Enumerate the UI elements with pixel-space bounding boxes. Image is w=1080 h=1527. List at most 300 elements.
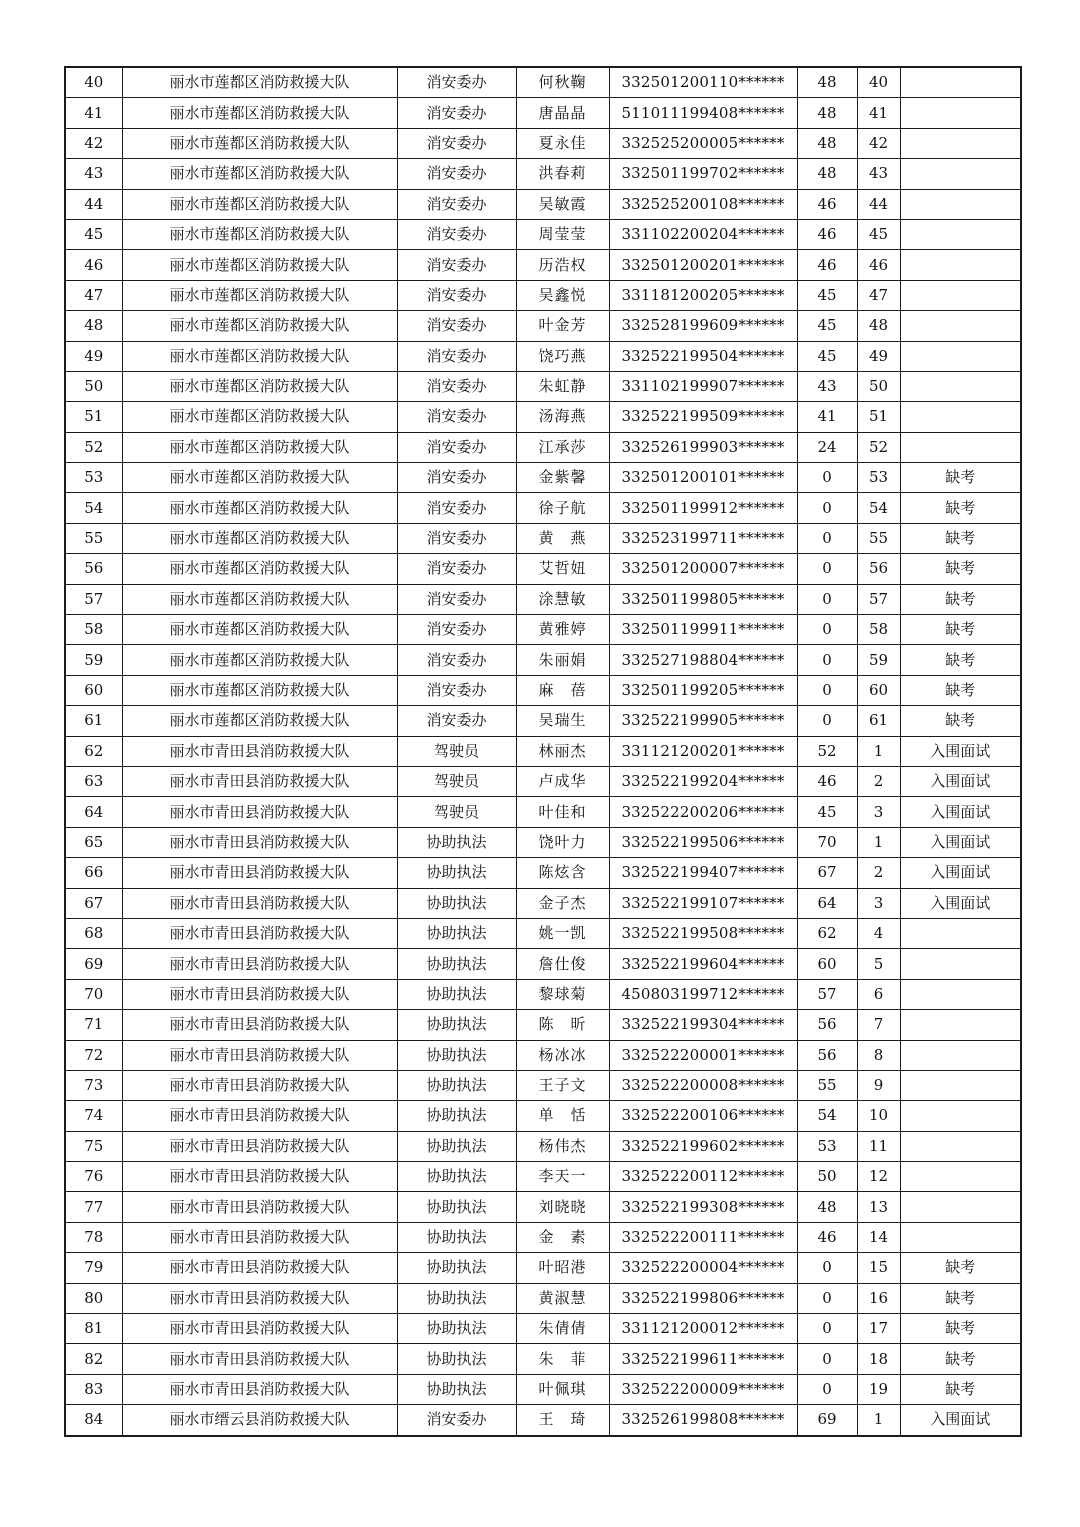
cell-score: 46 (797, 1222, 857, 1252)
cell-score: 48 (797, 67, 857, 98)
cell-unit: 丽水市青田县消防救援大队 (122, 888, 397, 918)
cell-score: 0 (797, 523, 857, 553)
cell-id-number: 332522199509****** (609, 402, 797, 432)
cell-post: 消安委办 (397, 67, 516, 98)
cell-unit: 丽水市莲都区消防救援大队 (122, 463, 397, 493)
cell-rank: 50 (857, 371, 900, 401)
cell-score: 57 (797, 979, 857, 1009)
cell-post: 协助执法 (397, 918, 516, 948)
cell-id-number: 331102200204****** (609, 219, 797, 249)
cell-rank: 10 (857, 1101, 900, 1131)
cell-name: 金 素 (516, 1222, 609, 1252)
cell-id-number: 332522199308****** (609, 1192, 797, 1222)
cell-id-number: 332527198804****** (609, 645, 797, 675)
table-row (65, 1070, 1021, 1100)
cell-name: 陈炫含 (516, 858, 609, 888)
cell-unit: 丽水市青田县消防救援大队 (122, 1222, 397, 1252)
table-row (65, 615, 1021, 645)
cell-post: 消安委办 (397, 1405, 516, 1436)
cell-number: 81 (65, 1314, 122, 1344)
cell-post: 协助执法 (397, 1040, 516, 1070)
cell-remark: 缺考 (900, 1253, 1021, 1283)
cell-post: 协助执法 (397, 888, 516, 918)
cell-score: 50 (797, 1162, 857, 1192)
table-row (65, 645, 1021, 675)
cell-rank: 57 (857, 584, 900, 614)
cell-post: 协助执法 (397, 1070, 516, 1100)
table-row (65, 888, 1021, 918)
cell-rank: 53 (857, 463, 900, 493)
cell-id-number: 332501200201****** (609, 250, 797, 280)
cell-name: 王 琦 (516, 1405, 609, 1436)
cell-remark (900, 1010, 1021, 1040)
cell-number: 43 (65, 159, 122, 189)
cell-rank: 3 (857, 888, 900, 918)
cell-name: 黄雅婷 (516, 615, 609, 645)
cell-unit: 丽水市青田县消防救援大队 (122, 1070, 397, 1100)
cell-rank: 5 (857, 949, 900, 979)
cell-remark (900, 128, 1021, 158)
cell-unit: 丽水市莲都区消防救援大队 (122, 493, 397, 523)
cell-remark: 入围面试 (900, 1405, 1021, 1436)
cell-name: 汤海燕 (516, 402, 609, 432)
cell-id-number: 332501199205****** (609, 675, 797, 705)
cell-score: 0 (797, 706, 857, 736)
cell-id-number: 331121200201****** (609, 736, 797, 766)
cell-name: 叶昭港 (516, 1253, 609, 1283)
cell-remark (900, 979, 1021, 1009)
cell-name: 朱丽娟 (516, 645, 609, 675)
cell-remark (900, 1162, 1021, 1192)
cell-rank: 51 (857, 402, 900, 432)
cell-remark: 缺考 (900, 554, 1021, 584)
cell-post: 消安委办 (397, 493, 516, 523)
cell-rank: 44 (857, 189, 900, 219)
cell-unit: 丽水市莲都区消防救援大队 (122, 98, 397, 128)
table-row (65, 250, 1021, 280)
cell-name: 涂慧敏 (516, 584, 609, 614)
cell-remark: 缺考 (900, 706, 1021, 736)
cell-remark: 入围面试 (900, 736, 1021, 766)
cell-id-number: 332522200111****** (609, 1222, 797, 1252)
table-row (65, 280, 1021, 310)
cell-post: 协助执法 (397, 979, 516, 1009)
cell-id-number: 332501199702****** (609, 159, 797, 189)
cell-score: 52 (797, 736, 857, 766)
table-row (65, 463, 1021, 493)
cell-id-number: 332522199407****** (609, 858, 797, 888)
cell-score: 45 (797, 311, 857, 341)
cell-number: 61 (65, 706, 122, 736)
cell-post: 消安委办 (397, 645, 516, 675)
cell-unit: 丽水市莲都区消防救援大队 (122, 311, 397, 341)
cell-number: 57 (65, 584, 122, 614)
cell-post: 消安委办 (397, 219, 516, 249)
cell-remark (900, 219, 1021, 249)
cell-unit: 丽水市莲都区消防救援大队 (122, 128, 397, 158)
cell-number: 60 (65, 675, 122, 705)
cell-name: 金子杰 (516, 888, 609, 918)
cell-id-number: 332525200108****** (609, 189, 797, 219)
table-row (65, 1162, 1021, 1192)
cell-post: 消安委办 (397, 584, 516, 614)
cell-unit: 丽水市青田县消防救援大队 (122, 766, 397, 796)
cell-id-number: 332526199903****** (609, 432, 797, 462)
cell-id-number: 332501200007****** (609, 554, 797, 584)
cell-score: 0 (797, 1253, 857, 1283)
table-row (65, 1283, 1021, 1313)
cell-remark (900, 1040, 1021, 1070)
table-row (65, 918, 1021, 948)
cell-remark: 入围面试 (900, 827, 1021, 857)
table-row (65, 402, 1021, 432)
cell-post: 协助执法 (397, 1131, 516, 1161)
cell-remark (900, 1101, 1021, 1131)
cell-rank: 61 (857, 706, 900, 736)
cell-name: 麻 蓓 (516, 675, 609, 705)
cell-unit: 丽水市莲都区消防救援大队 (122, 402, 397, 432)
cell-number: 80 (65, 1283, 122, 1313)
cell-rank: 58 (857, 615, 900, 645)
cell-score: 0 (797, 1283, 857, 1313)
cell-number: 75 (65, 1131, 122, 1161)
cell-score: 54 (797, 1101, 857, 1131)
table-row (65, 554, 1021, 584)
table-row (65, 1344, 1021, 1374)
table-row (65, 432, 1021, 462)
cell-unit: 丽水市莲都区消防救援大队 (122, 645, 397, 675)
cell-name: 饶巧燕 (516, 341, 609, 371)
cell-rank: 18 (857, 1344, 900, 1374)
cell-remark: 入围面试 (900, 888, 1021, 918)
cell-score: 41 (797, 402, 857, 432)
table-row (65, 706, 1021, 736)
cell-rank: 47 (857, 280, 900, 310)
cell-name: 杨冰冰 (516, 1040, 609, 1070)
cell-score: 43 (797, 371, 857, 401)
cell-id-number: 332522200008****** (609, 1070, 797, 1100)
results-table (64, 66, 1022, 1437)
table-row (65, 1314, 1021, 1344)
table-row (65, 371, 1021, 401)
cell-unit: 丽水市青田县消防救援大队 (122, 1344, 397, 1374)
cell-number: 69 (65, 949, 122, 979)
cell-score: 0 (797, 615, 857, 645)
cell-post: 消安委办 (397, 523, 516, 553)
cell-rank: 9 (857, 1070, 900, 1100)
cell-post: 协助执法 (397, 1101, 516, 1131)
cell-name: 何秋鞠 (516, 67, 609, 98)
cell-name: 夏永佳 (516, 128, 609, 158)
cell-number: 53 (65, 463, 122, 493)
cell-rank: 8 (857, 1040, 900, 1070)
cell-rank: 2 (857, 766, 900, 796)
cell-remark (900, 949, 1021, 979)
cell-number: 70 (65, 979, 122, 1009)
cell-name: 叶佩琪 (516, 1374, 609, 1404)
cell-id-number: 450803199712****** (609, 979, 797, 1009)
cell-score: 0 (797, 645, 857, 675)
cell-number: 76 (65, 1162, 122, 1192)
cell-id-number: 331181200205****** (609, 280, 797, 310)
cell-number: 71 (65, 1010, 122, 1040)
cell-remark (900, 189, 1021, 219)
cell-number: 63 (65, 766, 122, 796)
table-row (65, 1040, 1021, 1070)
cell-post: 协助执法 (397, 1253, 516, 1283)
cell-rank: 14 (857, 1222, 900, 1252)
table-row (65, 949, 1021, 979)
cell-unit: 丽水市青田县消防救援大队 (122, 1253, 397, 1283)
cell-rank: 16 (857, 1283, 900, 1313)
cell-rank: 59 (857, 645, 900, 675)
cell-score: 48 (797, 128, 857, 158)
cell-id-number: 332522200004****** (609, 1253, 797, 1283)
cell-name: 林丽杰 (516, 736, 609, 766)
table-row (65, 979, 1021, 1009)
cell-remark: 缺考 (900, 493, 1021, 523)
table-row (65, 128, 1021, 158)
cell-rank: 17 (857, 1314, 900, 1344)
cell-name: 黎球菊 (516, 979, 609, 1009)
cell-rank: 56 (857, 554, 900, 584)
cell-name: 吴敏霞 (516, 189, 609, 219)
cell-id-number: 332501200101****** (609, 463, 797, 493)
cell-score: 70 (797, 827, 857, 857)
cell-unit: 丽水市莲都区消防救援大队 (122, 675, 397, 705)
cell-name: 詹仕俊 (516, 949, 609, 979)
cell-name: 徐子航 (516, 493, 609, 523)
cell-remark (900, 280, 1021, 310)
cell-remark: 入围面试 (900, 858, 1021, 888)
cell-name: 饶叶力 (516, 827, 609, 857)
cell-id-number: 332528199609****** (609, 311, 797, 341)
cell-id-number: 332522199602****** (609, 1131, 797, 1161)
cell-id-number: 331102199907****** (609, 371, 797, 401)
cell-rank: 2 (857, 858, 900, 888)
cell-number: 84 (65, 1405, 122, 1436)
table-row (65, 1192, 1021, 1222)
cell-number: 72 (65, 1040, 122, 1070)
cell-id-number: 332501199911****** (609, 615, 797, 645)
cell-number: 67 (65, 888, 122, 918)
table-row (65, 311, 1021, 341)
cell-score: 0 (797, 1344, 857, 1374)
table-row (65, 766, 1021, 796)
cell-unit: 丽水市莲都区消防救援大队 (122, 341, 397, 371)
cell-post: 消安委办 (397, 675, 516, 705)
cell-score: 0 (797, 554, 857, 584)
cell-name: 历浩权 (516, 250, 609, 280)
cell-id-number: 332522199604****** (609, 949, 797, 979)
cell-name: 洪春莉 (516, 159, 609, 189)
cell-score: 48 (797, 1192, 857, 1222)
cell-score: 48 (797, 159, 857, 189)
cell-remark (900, 371, 1021, 401)
cell-number: 66 (65, 858, 122, 888)
cell-post: 协助执法 (397, 1162, 516, 1192)
cell-remark (900, 1131, 1021, 1161)
cell-rank: 54 (857, 493, 900, 523)
cell-remark: 缺考 (900, 675, 1021, 705)
cell-number: 79 (65, 1253, 122, 1283)
cell-score: 69 (797, 1405, 857, 1436)
cell-rank: 55 (857, 523, 900, 553)
cell-unit: 丽水市青田县消防救援大队 (122, 949, 397, 979)
cell-unit: 丽水市青田县消防救援大队 (122, 827, 397, 857)
cell-number: 50 (65, 371, 122, 401)
cell-remark: 缺考 (900, 584, 1021, 614)
cell-score: 55 (797, 1070, 857, 1100)
cell-id-number: 332526199808****** (609, 1405, 797, 1436)
cell-post: 协助执法 (397, 1222, 516, 1252)
cell-unit: 丽水市缙云县消防救援大队 (122, 1405, 397, 1436)
cell-name: 金紫馨 (516, 463, 609, 493)
cell-unit: 丽水市莲都区消防救援大队 (122, 280, 397, 310)
cell-unit: 丽水市青田县消防救援大队 (122, 1131, 397, 1161)
cell-number: 83 (65, 1374, 122, 1404)
cell-id-number: 332522199611****** (609, 1344, 797, 1374)
table-row (65, 675, 1021, 705)
cell-number: 59 (65, 645, 122, 675)
cell-score: 24 (797, 432, 857, 462)
cell-remark (900, 67, 1021, 98)
cell-score: 56 (797, 1010, 857, 1040)
cell-score: 0 (797, 584, 857, 614)
cell-rank: 13 (857, 1192, 900, 1222)
cell-id-number: 332522200112****** (609, 1162, 797, 1192)
cell-remark (900, 159, 1021, 189)
table-row (65, 1222, 1021, 1252)
table-row (65, 1374, 1021, 1404)
cell-unit: 丽水市莲都区消防救援大队 (122, 250, 397, 280)
cell-rank: 41 (857, 98, 900, 128)
cell-rank: 1 (857, 736, 900, 766)
cell-unit: 丽水市莲都区消防救援大队 (122, 159, 397, 189)
cell-post: 消安委办 (397, 159, 516, 189)
table-row (65, 1010, 1021, 1040)
cell-rank: 6 (857, 979, 900, 1009)
cell-id-number: 332522200106****** (609, 1101, 797, 1131)
cell-post: 消安委办 (397, 311, 516, 341)
cell-unit: 丽水市青田县消防救援大队 (122, 1192, 397, 1222)
cell-unit: 丽水市青田县消防救援大队 (122, 858, 397, 888)
table-row (65, 219, 1021, 249)
cell-number: 55 (65, 523, 122, 553)
cell-remark: 入围面试 (900, 766, 1021, 796)
cell-post: 消安委办 (397, 280, 516, 310)
cell-number: 40 (65, 67, 122, 98)
cell-unit: 丽水市莲都区消防救援大队 (122, 67, 397, 98)
cell-rank: 60 (857, 675, 900, 705)
results-table-body (65, 67, 1021, 1436)
cell-number: 78 (65, 1222, 122, 1252)
cell-remark (900, 341, 1021, 371)
table-row (65, 159, 1021, 189)
cell-post: 协助执法 (397, 949, 516, 979)
cell-number: 82 (65, 1344, 122, 1374)
cell-name: 陈 昕 (516, 1010, 609, 1040)
table-row (65, 1131, 1021, 1161)
table-row (65, 1101, 1021, 1131)
cell-post: 消安委办 (397, 250, 516, 280)
cell-id-number: 332522199806****** (609, 1283, 797, 1313)
cell-number: 54 (65, 493, 122, 523)
cell-post: 消安委办 (397, 463, 516, 493)
cell-number: 68 (65, 918, 122, 948)
cell-post: 协助执法 (397, 1283, 516, 1313)
cell-rank: 1 (857, 1405, 900, 1436)
cell-rank: 40 (857, 67, 900, 98)
cell-unit: 丽水市青田县消防救援大队 (122, 918, 397, 948)
cell-post: 消安委办 (397, 98, 516, 128)
cell-name: 唐晶晶 (516, 98, 609, 128)
cell-name: 杨伟杰 (516, 1131, 609, 1161)
cell-unit: 丽水市莲都区消防救援大队 (122, 584, 397, 614)
table-row (65, 1253, 1021, 1283)
cell-score: 46 (797, 250, 857, 280)
table-row (65, 858, 1021, 888)
cell-number: 49 (65, 341, 122, 371)
cell-unit: 丽水市莲都区消防救援大队 (122, 554, 397, 584)
cell-id-number: 332501200110****** (609, 67, 797, 98)
cell-score: 0 (797, 675, 857, 705)
cell-number: 51 (65, 402, 122, 432)
cell-number: 77 (65, 1192, 122, 1222)
cell-remark (900, 250, 1021, 280)
table-row (65, 584, 1021, 614)
cell-score: 64 (797, 888, 857, 918)
cell-number: 44 (65, 189, 122, 219)
cell-rank: 1 (857, 827, 900, 857)
cell-remark (900, 1192, 1021, 1222)
cell-number: 41 (65, 98, 122, 128)
cell-post: 消安委办 (397, 341, 516, 371)
cell-score: 0 (797, 1314, 857, 1344)
table-row (65, 341, 1021, 371)
cell-rank: 19 (857, 1374, 900, 1404)
cell-number: 47 (65, 280, 122, 310)
cell-number: 52 (65, 432, 122, 462)
cell-name: 刘晓晓 (516, 1192, 609, 1222)
cell-name: 朱倩倩 (516, 1314, 609, 1344)
cell-unit: 丽水市青田县消防救援大队 (122, 1374, 397, 1404)
cell-name: 李天一 (516, 1162, 609, 1192)
cell-score: 46 (797, 766, 857, 796)
cell-post: 协助执法 (397, 1192, 516, 1222)
cell-score: 60 (797, 949, 857, 979)
cell-unit: 丽水市青田县消防救援大队 (122, 1101, 397, 1131)
cell-name: 周莹莹 (516, 219, 609, 249)
cell-unit: 丽水市青田县消防救援大队 (122, 736, 397, 766)
cell-post: 协助执法 (397, 858, 516, 888)
table-row (65, 827, 1021, 857)
table-row (65, 189, 1021, 219)
cell-post: 驾驶员 (397, 797, 516, 827)
cell-post: 消安委办 (397, 432, 516, 462)
cell-id-number: 332522199107****** (609, 888, 797, 918)
cell-name: 叶佳和 (516, 797, 609, 827)
cell-id-number: 331121200012****** (609, 1314, 797, 1344)
cell-id-number: 332523199711****** (609, 523, 797, 553)
cell-score: 45 (797, 341, 857, 371)
cell-unit: 丽水市莲都区消防救援大队 (122, 432, 397, 462)
cell-score: 67 (797, 858, 857, 888)
cell-score: 45 (797, 280, 857, 310)
cell-unit: 丽水市莲都区消防救援大队 (122, 371, 397, 401)
cell-remark (900, 402, 1021, 432)
cell-id-number: 332522200009****** (609, 1374, 797, 1404)
